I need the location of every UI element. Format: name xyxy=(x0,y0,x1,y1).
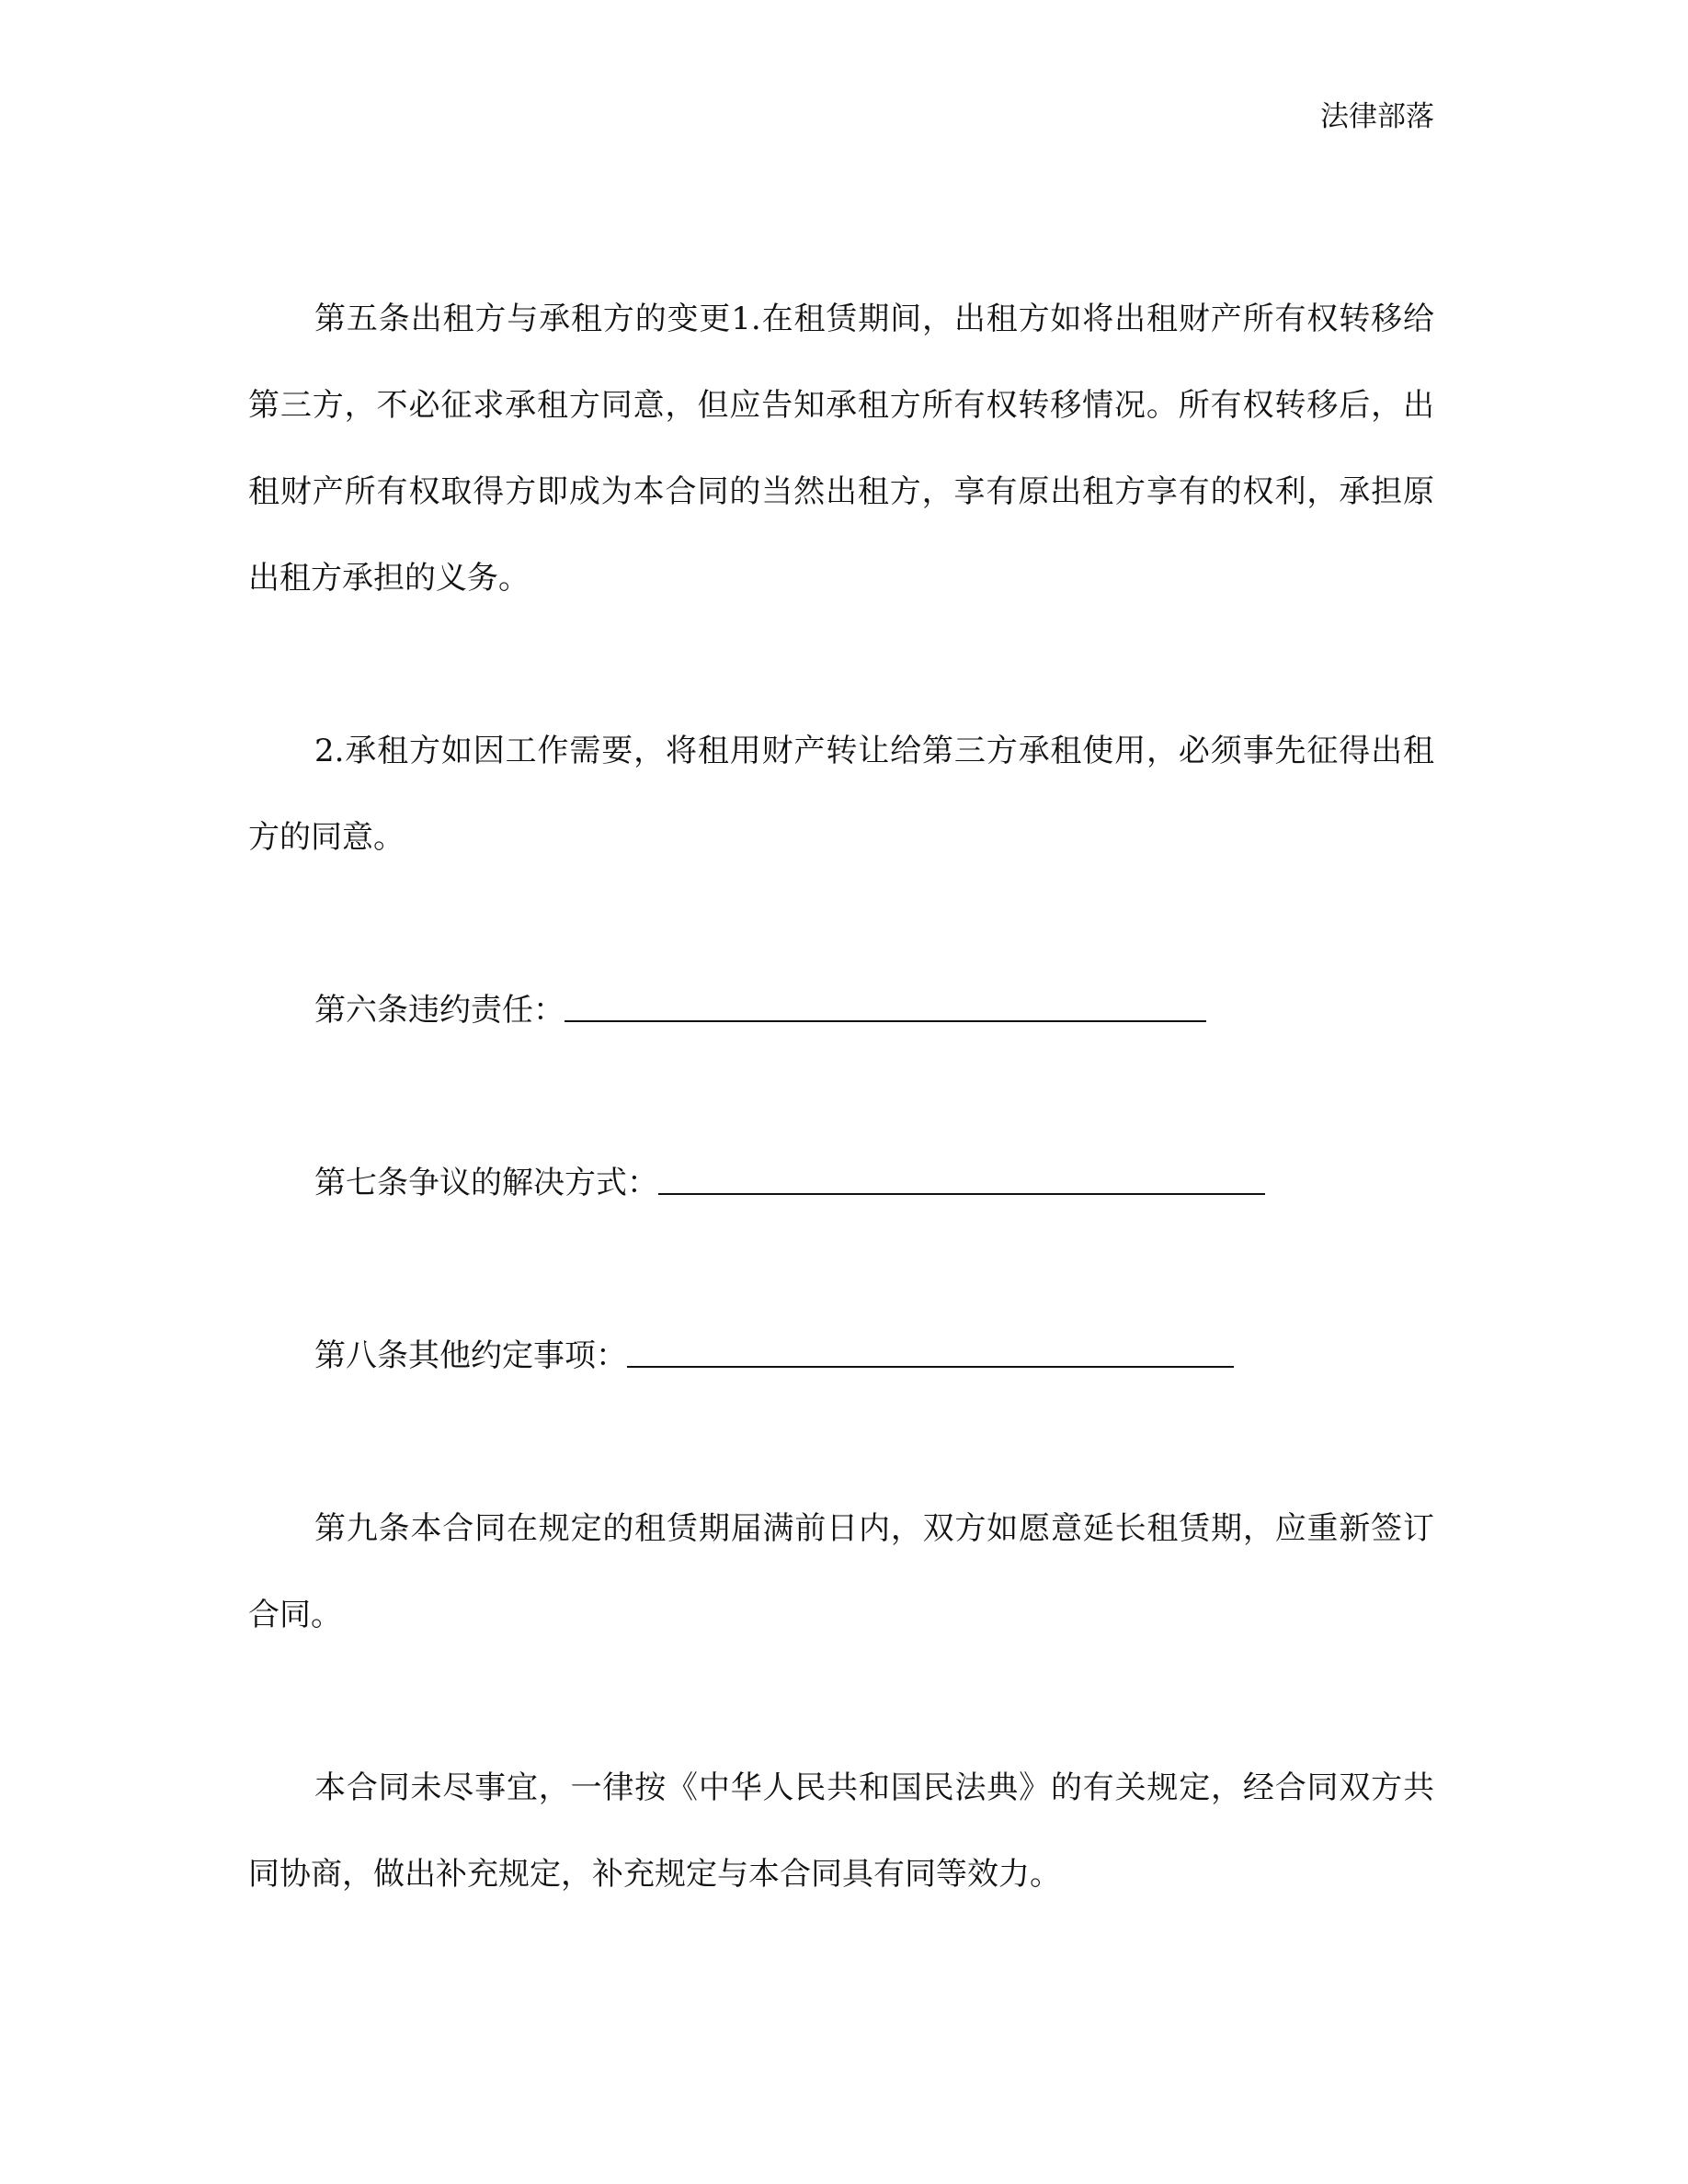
article-8-blank xyxy=(627,1366,1234,1368)
article-6-line xyxy=(248,967,1434,1053)
paragraph-spacer xyxy=(248,1053,1434,1140)
article-5-paragraph-1: 第五条出租方与承租方的变更1.在租赁期间，出租方如将出租财产所有权转移给第三方，不必征求承租方同意，但应告知承租方所有权转移情况。所有权转移后，出租财产所有权取得方即成为本合同的当然出租方，享有原出租方享有的权利，承担原出租方承担的义务。 xyxy=(248,301,1434,597)
paragraph-spacer xyxy=(248,621,1434,708)
article-6-label: 第六条违约责任： xyxy=(314,992,565,1029)
paragraph-spacer xyxy=(248,1658,1434,1745)
article-7-label: 第七条争议的解决方式： xyxy=(314,1165,658,1201)
article-8-line xyxy=(248,1313,1434,1399)
article-6-blank xyxy=(565,1020,1206,1022)
article-7-blank xyxy=(658,1193,1265,1195)
paragraph-spacer xyxy=(248,1226,1434,1313)
article-7-line xyxy=(248,1140,1434,1226)
paragraph-spacer xyxy=(248,881,1434,967)
article-9-paragraph: 第九条本合同在规定的租赁期届满前日内，双方如愿意延长租赁期，应重新签订合同。 xyxy=(248,1510,1434,1633)
closing-paragraph: 本合同未尽事宜，一律按《中华人民共和国民法典》的有关规定，经合同双方共同协商，做出补充规定，补充规定与本合同具有同等效力。 xyxy=(248,1769,1434,1893)
article-8-label: 第八条其他约定事项： xyxy=(314,1337,627,1374)
page-header: 法律部落 xyxy=(1320,100,1434,133)
paragraph-spacer xyxy=(248,1399,1434,1485)
document-body xyxy=(248,276,1434,1917)
article-5-paragraph-2: 2.承租方如因工作需要，将租用财产转让给第三方承租使用，必须事先征得出租方的同意。 xyxy=(248,733,1434,856)
